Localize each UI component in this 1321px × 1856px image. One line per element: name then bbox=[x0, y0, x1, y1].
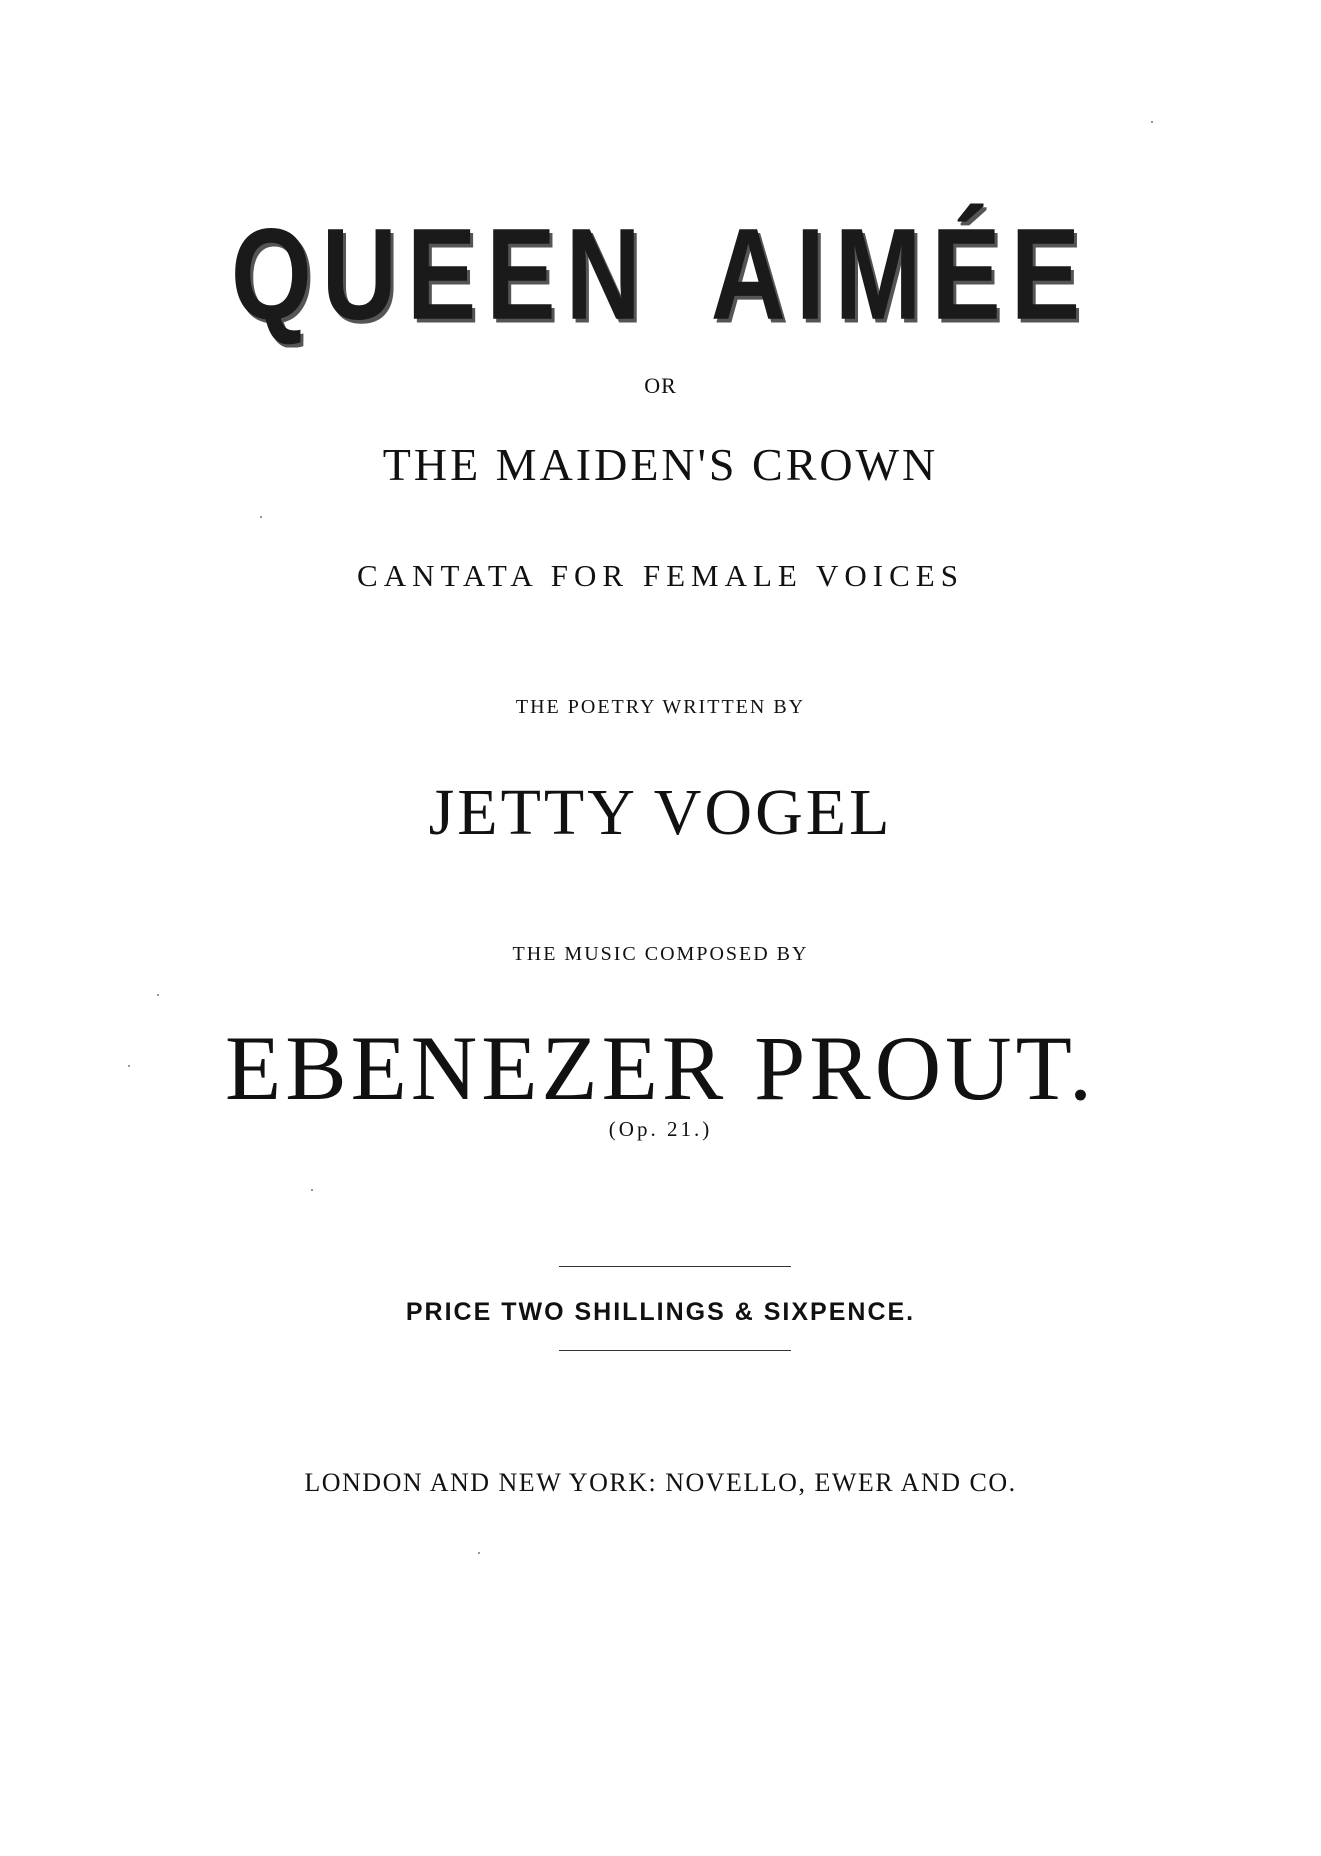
title-word-aimee: AIMÉE bbox=[710, 202, 1091, 348]
work-type: CANTATA FOR FEMALE VOICES bbox=[357, 558, 964, 593]
publisher-imprint: LONDON AND NEW YORK: NOVELLO, EWER AND CO. bbox=[304, 1468, 1017, 1497]
paper-speck bbox=[128, 1065, 130, 1067]
or-connector: OR bbox=[644, 373, 677, 398]
bottom-divider bbox=[559, 1350, 791, 1351]
composer-name: EBENEZER PROUT. bbox=[225, 1017, 1096, 1119]
cantata-title bbox=[0, 202, 1321, 348]
paper-speck bbox=[260, 516, 262, 518]
subtitle: THE MAIDEN'S CROWN bbox=[382, 439, 939, 490]
price: PRICE TWO SHILLINGS & SIXPENCE. bbox=[405, 1298, 916, 1326]
paper-speck bbox=[478, 1552, 480, 1554]
opus-number: (Op. 21.) bbox=[608, 1117, 713, 1141]
paper-speck bbox=[311, 1189, 313, 1191]
paper-speck bbox=[1151, 121, 1153, 123]
title-word-queen: QUEEN bbox=[230, 202, 651, 348]
paper-speck bbox=[157, 994, 159, 996]
music-credit-label: THE MUSIC COMPOSED BY bbox=[512, 943, 809, 965]
poet-name: JETTY VOGEL bbox=[428, 776, 893, 849]
top-divider bbox=[559, 1266, 791, 1267]
poetry-credit-label: THE POETRY WRITTEN BY bbox=[515, 696, 806, 718]
